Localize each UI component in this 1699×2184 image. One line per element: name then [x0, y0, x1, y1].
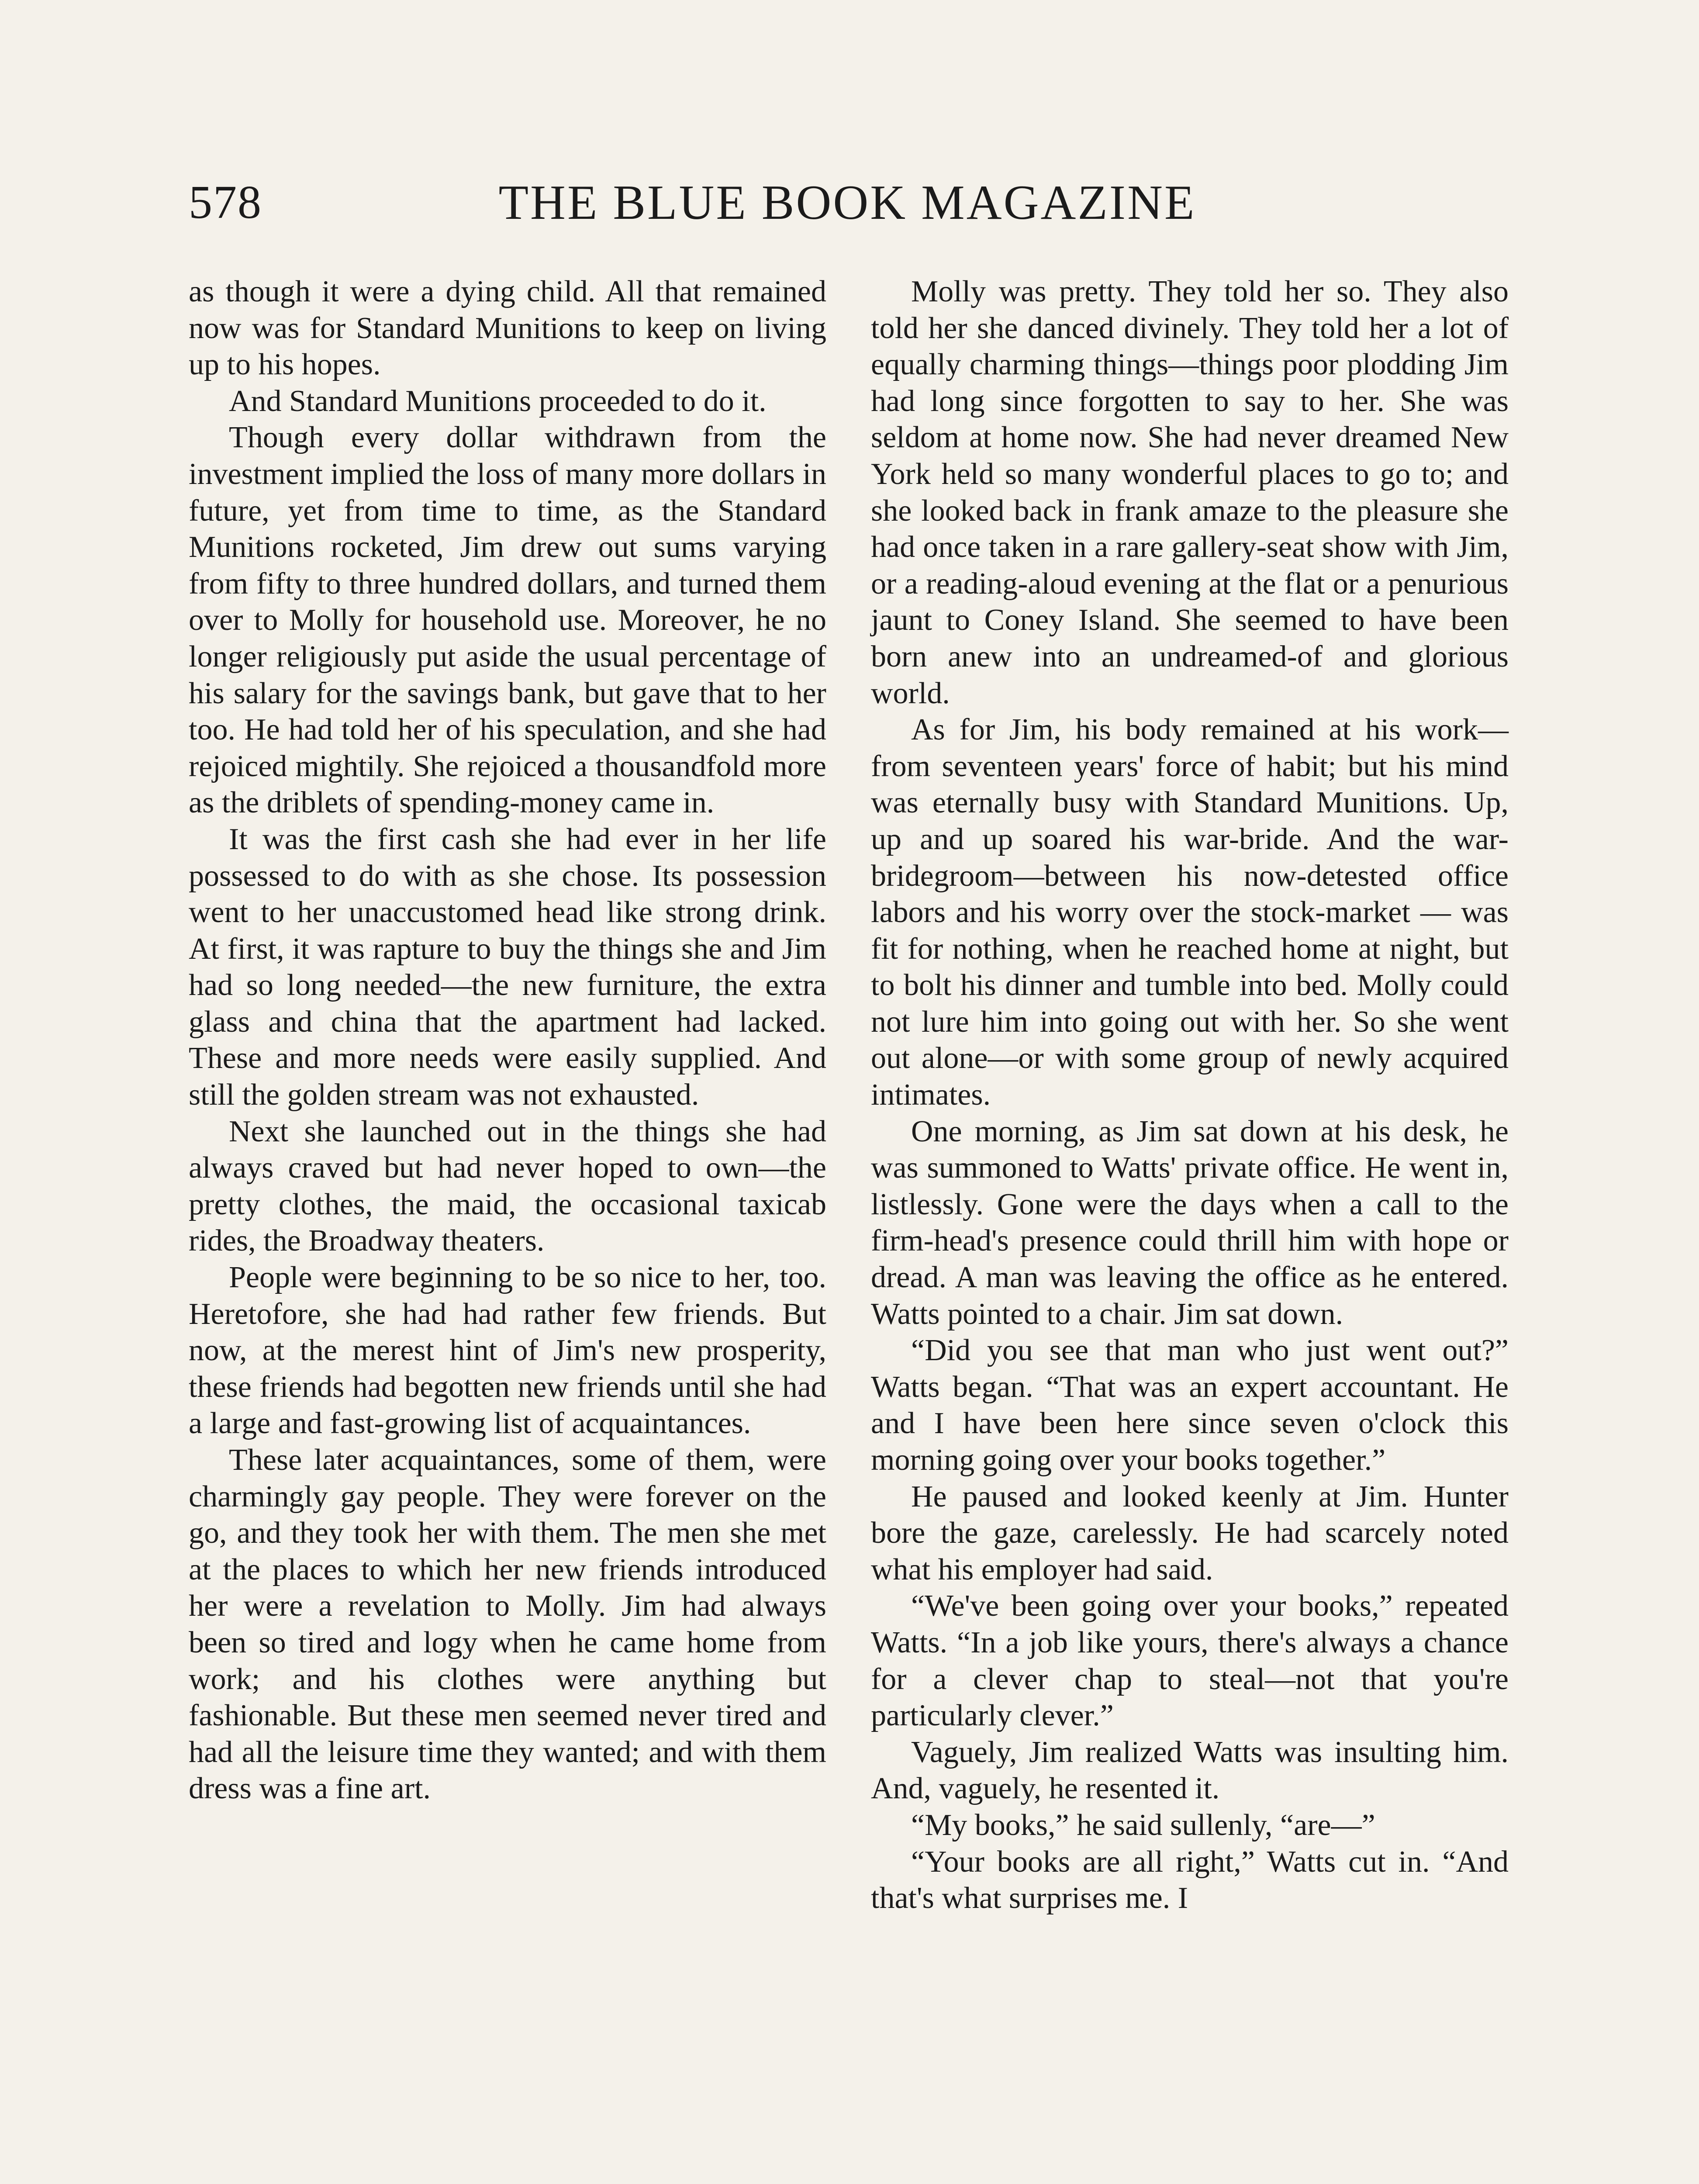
paragraph: Next she launched out in the things she had always craved but had never hoped to own—the pretty clothes, the maid, the occasional taxicab rides, the Broadway theaters. [189, 1114, 826, 1258]
paragraph: And Standard Munitions proceeded to do it. [229, 384, 767, 418]
paragraph: It was the first cash she had ever in her life possessed to do with as she chose. Its possession went to her unaccustomed head like strong drink. At first, it was rapture to buy the things she and Jim had so long needed—the new furniture, the extra glass and china that the apartment had lacked. These and more needs were easily supplied. And still the golden stream was not exhausted. [189, 822, 826, 1112]
paragraph: as though it were a dying child. All that remained now was for Standard Munitions to keep on living up to his hopes. [189, 275, 826, 382]
paragraph: He paused and looked keenly at Jim. Hunter bore the gaze, carelessly. He had scarcely noted what his employer had said. [871, 1479, 1509, 1586]
paragraph: Though every dollar withdrawn from the investment implied the loss of many more dollars in future, yet from time to time, as the Standard Munitions rocketed, Jim drew out sums varying from fifty to three hundred dollars, and turned them over to Molly for household use. Moreover, he no longer religiously put aside the usual percentage of his salary for the savings bank, but gave that to her too. He had told her of his speculation, and she had rejoiced mightily. She rejoiced a thousandfold more as the driblets of spending-money came in. [189, 421, 826, 820]
paragraph: “Did you see that man who just went out?” Watts began. “That was an expert accountant. He and I have been here since seven o'clock this morning going over your books together.” [871, 1334, 1509, 1477]
paragraph: “We've been going over your books,” repeated Watts. “In a job like yours, there's always a chance for a clever chap to steal—not that you're particularly clever.” [871, 1589, 1509, 1733]
page-number: 578 [189, 176, 262, 228]
paragraph: These later acquaintances, some of them, were charmingly gay people. They were forever on the go, and they took her with them. The men she met at the places to which her new friends introduced her were a revelation to Molly. Jim had always been so tired and logy when he came home from work; and his clothes were anything but fashionable. But these men seemed never tired and had all the leisure time they wanted; and with them dress was a fine art. [189, 1443, 826, 1806]
magazine-title: THE BLUE BOOK MAGAZINE [498, 176, 1196, 230]
paragraph: Vaguely, Jim realized Watts was insulting him. And, vaguely, he resented it. [871, 1735, 1509, 1806]
paragraph: People were beginning to be so nice to her, too. Heretofore, she had had rather few friends. But now, at the merest hint of Jim's new prosperity, these friends had begotten new friends until she had a large and fast-growing list of acquaintances. [189, 1261, 826, 1441]
paragraph: As for Jim, his body remained at his work—from seventeen years' force of habit; but his mind was eternally busy with Standard Munitions. Up, up and up soared his war-bride. And the war-bridegroom—between his now-detested office labors and his worry over the stock-market — was fit for nothing, when he reached home at night, but to bolt his dinner and tumble into bed. Molly could not lure him into going out with her. So she went out alone—or with some group of newly acquired intimates. [871, 713, 1509, 1112]
paragraph: One morning, as Jim sat down at his desk, he was summoned to Watts' private office. He went in, listlessly. Gone were the days when a call to the firm-head's presence could thrill him with hope or dread. A man was leaving the office as he entered. Watts pointed to a chair. Jim sat down. [871, 1114, 1509, 1331]
paragraph: “My books,” he said sullenly, “are—” [911, 1808, 1375, 1842]
left-column [189, 273, 826, 1807]
paragraph: “Your books are all right,” Watts cut in. “And that's what surprises me. I [871, 1845, 1509, 1915]
paragraph: Molly was pretty. They told her so. They also told her she danced divinely. They told her a lot of equally charming things—things poor plodding Jim had long since forgotten to say to her. She was seldom at home now. She had never dreamed New York held so many wonderful places to go to; and she looked back in frank amaze to the pleasure she had once taken in a rare gallery-seat show with Jim, or a reading-aloud evening at the flat or a penurious jaunt to Coney Island. She seemed to have been born anew into an undreamed-of and glorious world. [871, 275, 1509, 710]
right-column [871, 273, 1509, 1917]
